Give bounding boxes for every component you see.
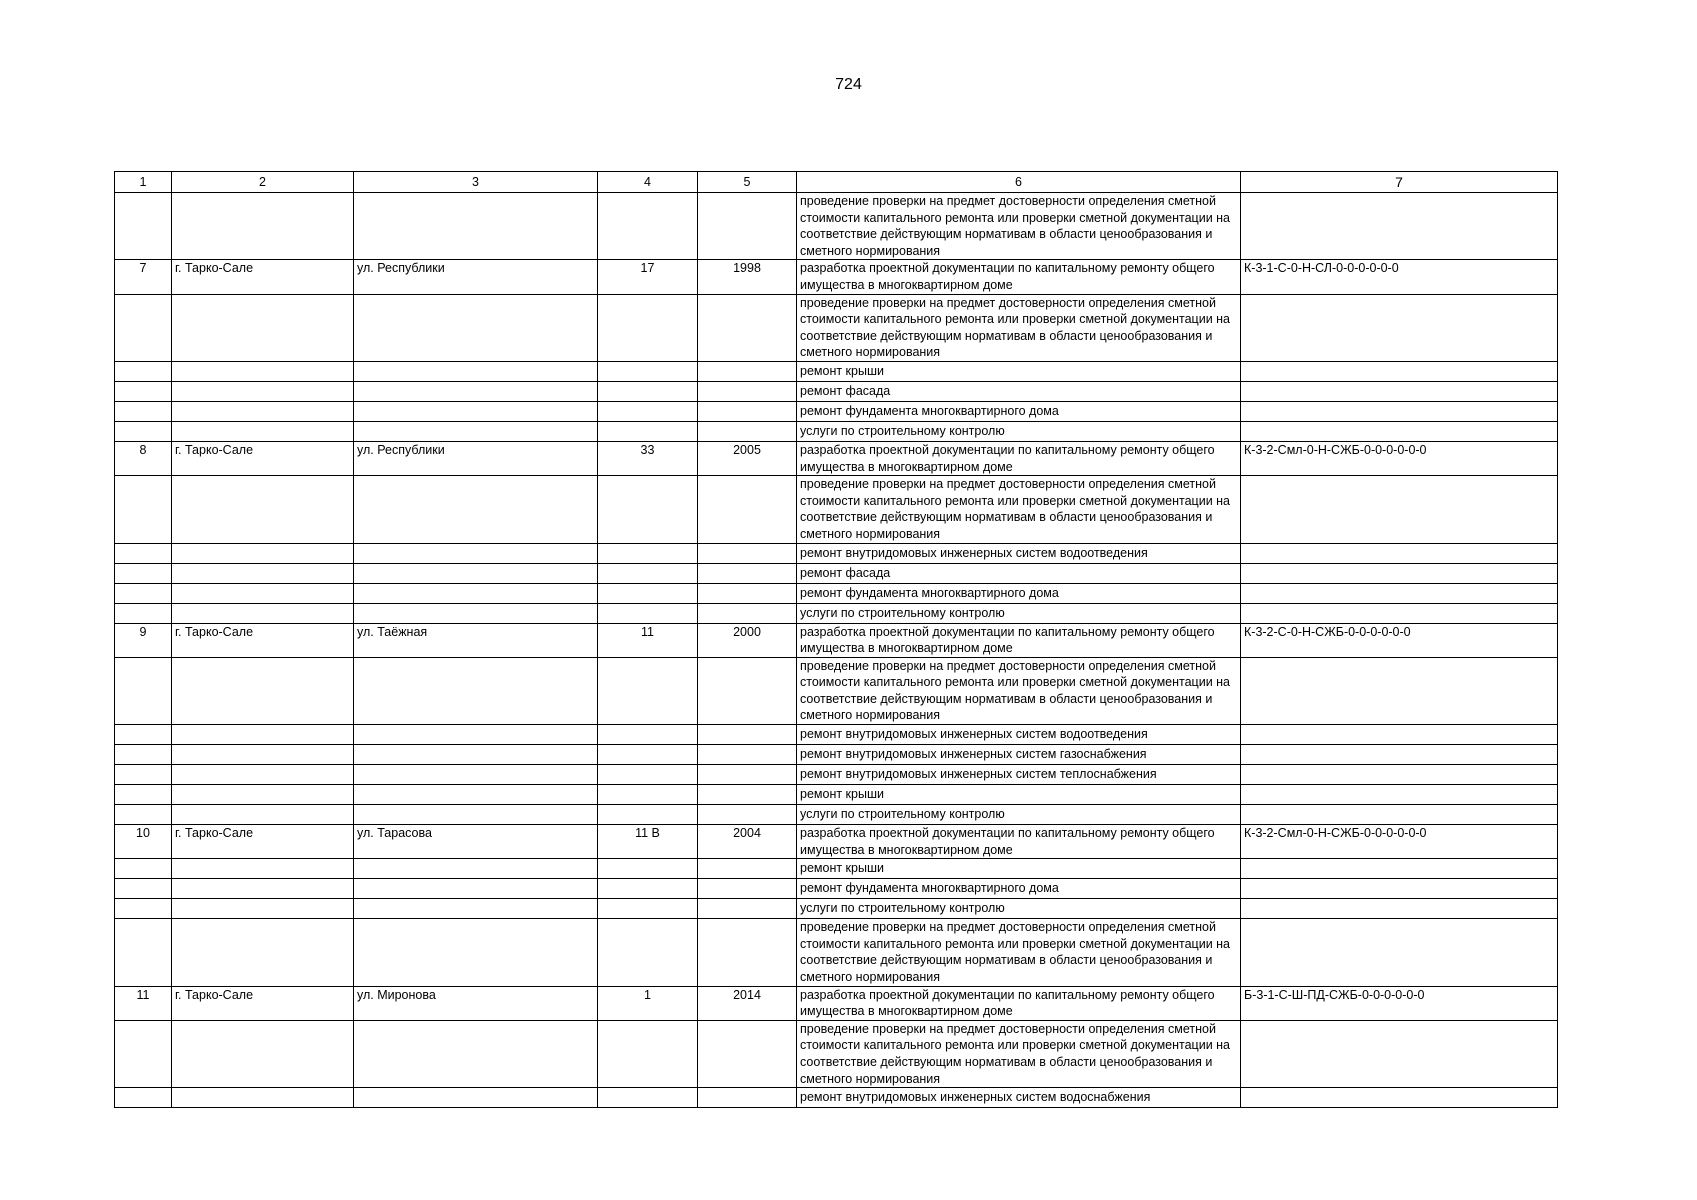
row-number-cell — [115, 381, 172, 401]
house-number-cell: 1 — [598, 986, 698, 1020]
house-number-cell — [598, 294, 698, 361]
street-cell — [354, 603, 598, 623]
register-table — [114, 171, 1558, 1108]
work-type-cell: ремонт фасада — [797, 381, 1241, 401]
table-row — [115, 476, 1558, 543]
column-header-6: 6 — [797, 172, 1241, 193]
work-type-cell: ремонт внутридомовых инженерных систем водоотведения — [797, 543, 1241, 563]
building-code-cell: К-3-2-Смл-0-Н-СЖБ-0-0-0-0-0-0 — [1241, 825, 1558, 859]
work-type-cell: проведение проверки на предмет достоверности определения сметной стоимости капитального ремонта или проверки сметной документации на соответствие действующим нормативам в области ценообразования и сметного нормирования — [797, 294, 1241, 361]
city-cell — [172, 294, 354, 361]
work-type-cell: проведение проверки на предмет достоверности определения сметной стоимости капитального ремонта или проверки сметной документации на соответствие действующим нормативам в области ценообразования и сметного нормирования — [797, 476, 1241, 543]
house-number-cell — [598, 381, 698, 401]
city-cell: г. Тарко-Сале — [172, 260, 354, 294]
column-header-5: 5 — [698, 172, 797, 193]
building-code-cell: К-3-2-Смл-0-Н-СЖБ-0-0-0-0-0-0 — [1241, 441, 1558, 475]
row-number-cell — [115, 543, 172, 563]
city-cell — [172, 785, 354, 805]
house-number-cell — [598, 919, 698, 986]
year-cell — [698, 543, 797, 563]
year-cell: 2004 — [698, 825, 797, 859]
work-type-cell: разработка проектной документации по капитальному ремонту общего имущества в многоквартирном доме — [797, 623, 1241, 657]
table-row — [115, 1020, 1558, 1087]
city-cell — [172, 563, 354, 583]
work-type-cell: ремонт фундамента многоквартирного дома — [797, 583, 1241, 603]
row-number-cell — [115, 193, 172, 260]
house-number-cell — [598, 765, 698, 785]
table-row — [115, 765, 1558, 785]
work-type-cell: ремонт внутридомовых инженерных систем водоснабжения — [797, 1088, 1241, 1108]
city-cell: г. Тарко-Сале — [172, 986, 354, 1020]
row-number-cell — [115, 401, 172, 421]
building-code-cell — [1241, 543, 1558, 563]
table-row — [115, 899, 1558, 919]
city-cell — [172, 745, 354, 765]
work-type-cell: проведение проверки на предмет достоверности определения сметной стоимости капитального ремонта или проверки сметной документации на соответствие действующим нормативам в области ценообразования и сметного нормирования — [797, 657, 1241, 724]
work-type-cell: услуги по строительному контролю — [797, 805, 1241, 825]
street-cell — [354, 543, 598, 563]
table-row — [115, 623, 1558, 657]
year-cell — [698, 919, 797, 986]
building-code-cell — [1241, 421, 1558, 441]
city-cell — [172, 725, 354, 745]
house-number-cell — [598, 1020, 698, 1087]
building-code-cell — [1241, 381, 1558, 401]
table-row — [115, 986, 1558, 1020]
row-number-cell — [115, 476, 172, 543]
row-number-cell — [115, 899, 172, 919]
building-code-cell — [1241, 919, 1558, 986]
street-cell — [354, 785, 598, 805]
building-code-cell: Б-3-1-С-Ш-ПД-СЖБ-0-0-0-0-0-0 — [1241, 986, 1558, 1020]
year-cell — [698, 361, 797, 381]
street-cell — [354, 899, 598, 919]
street-cell — [354, 476, 598, 543]
building-code-cell — [1241, 1020, 1558, 1087]
work-type-cell: разработка проектной документации по капитальному ремонту общего имущества в многоквартирном доме — [797, 441, 1241, 475]
house-number-cell — [598, 603, 698, 623]
building-code-cell — [1241, 745, 1558, 765]
city-cell: г. Тарко-Сале — [172, 441, 354, 475]
table-row — [115, 260, 1558, 294]
row-number-cell — [115, 785, 172, 805]
work-type-cell: проведение проверки на предмет достоверности определения сметной стоимости капитального ремонта или проверки сметной документации на соответствие действующим нормативам в области ценообразования и сметного нормирования — [797, 1020, 1241, 1087]
header-row — [115, 172, 1558, 193]
year-cell: 2005 — [698, 441, 797, 475]
street-cell: ул. Миронова — [354, 986, 598, 1020]
city-cell — [172, 361, 354, 381]
building-code-cell: К-3-1-С-0-Н-СЛ-0-0-0-0-0-0 — [1241, 260, 1558, 294]
house-number-cell — [598, 657, 698, 724]
building-code-cell — [1241, 563, 1558, 583]
building-code-cell — [1241, 765, 1558, 785]
row-number-cell — [115, 1088, 172, 1108]
row-number-cell — [115, 805, 172, 825]
street-cell — [354, 657, 598, 724]
table-body — [115, 193, 1558, 1108]
row-number-cell — [115, 603, 172, 623]
house-number-cell — [598, 899, 698, 919]
street-cell — [354, 1088, 598, 1108]
building-code-cell — [1241, 476, 1558, 543]
street-cell — [354, 361, 598, 381]
year-cell: 1998 — [698, 260, 797, 294]
street-cell — [354, 421, 598, 441]
work-type-cell: разработка проектной документации по капитальному ремонту общего имущества в многоквартирном доме — [797, 986, 1241, 1020]
year-cell: 2000 — [698, 623, 797, 657]
table-row — [115, 879, 1558, 899]
year-cell — [698, 476, 797, 543]
city-cell: г. Тарко-Сале — [172, 825, 354, 859]
year-cell — [698, 193, 797, 260]
work-type-cell: проведение проверки на предмет достоверности определения сметной стоимости капитального ремонта или проверки сметной документации на соответствие действующим нормативам в области ценообразования и сметного нормирования — [797, 193, 1241, 260]
house-number-cell — [598, 805, 698, 825]
city-cell — [172, 1088, 354, 1108]
column-header-4: 4 — [598, 172, 698, 193]
year-cell — [698, 879, 797, 899]
year-cell — [698, 765, 797, 785]
building-code-cell — [1241, 583, 1558, 603]
house-number-cell — [598, 421, 698, 441]
row-number-cell — [115, 421, 172, 441]
city-cell — [172, 765, 354, 785]
city-cell — [172, 193, 354, 260]
column-header-1: 1 — [115, 172, 172, 193]
city-cell — [172, 421, 354, 441]
row-number-cell: 10 — [115, 825, 172, 859]
house-number-cell — [598, 1088, 698, 1108]
street-cell — [354, 1020, 598, 1087]
year-cell — [698, 725, 797, 745]
building-code-cell — [1241, 1088, 1558, 1108]
building-code-cell: К-3-2-С-0-Н-СЖБ-0-0-0-0-0-0 — [1241, 623, 1558, 657]
house-number-cell — [598, 563, 698, 583]
street-cell — [354, 879, 598, 899]
table-row — [115, 401, 1558, 421]
city-cell — [172, 543, 354, 563]
year-cell — [698, 785, 797, 805]
row-number-cell — [115, 294, 172, 361]
table-row — [115, 543, 1558, 563]
street-cell: ул. Тарасова — [354, 825, 598, 859]
house-number-cell — [598, 476, 698, 543]
column-header-3: 3 — [354, 172, 598, 193]
work-type-cell: ремонт фундамента многоквартирного дома — [797, 401, 1241, 421]
city-cell — [172, 805, 354, 825]
building-code-cell — [1241, 361, 1558, 381]
street-cell — [354, 294, 598, 361]
year-cell — [698, 859, 797, 879]
year-cell — [698, 745, 797, 765]
table-row — [115, 805, 1558, 825]
year-cell — [698, 563, 797, 583]
work-type-cell: разработка проектной документации по капитальному ремонту общего имущества в многоквартирном доме — [797, 825, 1241, 859]
street-cell — [354, 583, 598, 603]
city-cell — [172, 603, 354, 623]
building-code-cell — [1241, 294, 1558, 361]
table-row — [115, 563, 1558, 583]
work-type-cell: ремонт фундамента многоквартирного дома — [797, 879, 1241, 899]
year-cell: 2014 — [698, 986, 797, 1020]
row-number-cell — [115, 879, 172, 899]
work-type-cell: ремонт крыши — [797, 361, 1241, 381]
row-number-cell: 8 — [115, 441, 172, 475]
year-cell — [698, 421, 797, 441]
street-cell — [354, 919, 598, 986]
house-number-cell: 11 В — [598, 825, 698, 859]
year-cell — [698, 899, 797, 919]
table-row — [115, 294, 1558, 361]
work-type-cell: ремонт внутридомовых инженерных систем теплоснабжения — [797, 765, 1241, 785]
row-number-cell: 9 — [115, 623, 172, 657]
house-number-cell — [598, 401, 698, 421]
building-code-cell — [1241, 785, 1558, 805]
year-cell — [698, 583, 797, 603]
street-cell — [354, 805, 598, 825]
row-number-cell — [115, 1020, 172, 1087]
table-row — [115, 583, 1558, 603]
house-number-cell — [598, 543, 698, 563]
house-number-cell — [598, 859, 698, 879]
row-number-cell: 7 — [115, 260, 172, 294]
table-row — [115, 421, 1558, 441]
year-cell — [698, 294, 797, 361]
city-cell — [172, 583, 354, 603]
year-cell — [698, 1088, 797, 1108]
table-row — [115, 1088, 1558, 1108]
street-cell: ул. Таёжная — [354, 623, 598, 657]
work-type-cell: ремонт крыши — [797, 859, 1241, 879]
column-header-7: 7 — [1241, 172, 1558, 193]
city-cell — [172, 1020, 354, 1087]
table-row — [115, 919, 1558, 986]
page-number: 724 — [835, 76, 862, 93]
work-type-cell: проведение проверки на предмет достоверности определения сметной стоимости капитального ремонта или проверки сметной документации на соответствие действующим нормативам в области ценообразования и сметного нормирования — [797, 919, 1241, 986]
row-number-cell — [115, 745, 172, 765]
house-number-cell: 33 — [598, 441, 698, 475]
building-code-cell — [1241, 193, 1558, 260]
city-cell — [172, 476, 354, 543]
row-number-cell — [115, 765, 172, 785]
work-type-cell: услуги по строительному контролю — [797, 899, 1241, 919]
house-number-cell — [598, 725, 698, 745]
house-number-cell — [598, 745, 698, 765]
city-cell — [172, 879, 354, 899]
street-cell — [354, 745, 598, 765]
row-number-cell — [115, 859, 172, 879]
street-cell: ул. Республики — [354, 260, 598, 294]
street-cell — [354, 725, 598, 745]
year-cell — [698, 1020, 797, 1087]
street-cell — [354, 563, 598, 583]
building-code-cell — [1241, 657, 1558, 724]
street-cell — [354, 765, 598, 785]
city-cell — [172, 919, 354, 986]
building-code-cell — [1241, 899, 1558, 919]
street-cell — [354, 859, 598, 879]
street-cell: ул. Республики — [354, 441, 598, 475]
table-row — [115, 825, 1558, 859]
work-type-cell: ремонт фасада — [797, 563, 1241, 583]
work-type-cell: ремонт крыши — [797, 785, 1241, 805]
house-number-cell — [598, 879, 698, 899]
table-row — [115, 725, 1558, 745]
work-type-cell: ремонт внутридомовых инженерных систем газоснабжения — [797, 745, 1241, 765]
building-code-cell — [1241, 603, 1558, 623]
city-cell — [172, 859, 354, 879]
table-row — [115, 785, 1558, 805]
house-number-cell — [598, 785, 698, 805]
table-row — [115, 859, 1558, 879]
city-cell — [172, 381, 354, 401]
row-number-cell — [115, 919, 172, 986]
house-number-cell: 17 — [598, 260, 698, 294]
row-number-cell — [115, 725, 172, 745]
work-type-cell: разработка проектной документации по капитальному ремонту общего имущества в многоквартирном доме — [797, 260, 1241, 294]
year-cell — [698, 805, 797, 825]
city-cell: г. Тарко-Сале — [172, 623, 354, 657]
city-cell — [172, 657, 354, 724]
year-cell — [698, 657, 797, 724]
table-row — [115, 657, 1558, 724]
table-row — [115, 361, 1558, 381]
column-header-2: 2 — [172, 172, 354, 193]
row-number-cell — [115, 361, 172, 381]
street-cell — [354, 401, 598, 421]
house-number-cell — [598, 193, 698, 260]
street-cell — [354, 193, 598, 260]
table-row — [115, 745, 1558, 765]
street-cell — [354, 381, 598, 401]
row-number-cell — [115, 657, 172, 724]
table-row — [115, 381, 1558, 401]
work-type-cell: услуги по строительному контролю — [797, 421, 1241, 441]
building-code-cell — [1241, 401, 1558, 421]
table-row — [115, 441, 1558, 475]
row-number-cell — [115, 583, 172, 603]
year-cell — [698, 381, 797, 401]
row-number-cell — [115, 563, 172, 583]
house-number-cell — [598, 583, 698, 603]
table-row — [115, 603, 1558, 623]
building-code-cell — [1241, 725, 1558, 745]
building-code-cell — [1241, 859, 1558, 879]
table-row — [115, 193, 1558, 260]
city-cell — [172, 899, 354, 919]
building-code-cell — [1241, 879, 1558, 899]
building-code-cell — [1241, 805, 1558, 825]
row-number-cell: 11 — [115, 986, 172, 1020]
work-type-cell: услуги по строительному контролю — [797, 603, 1241, 623]
year-cell — [698, 603, 797, 623]
work-type-cell: ремонт внутридомовых инженерных систем водоотведения — [797, 725, 1241, 745]
house-number-cell — [598, 361, 698, 381]
house-number-cell: 11 — [598, 623, 698, 657]
year-cell — [698, 401, 797, 421]
city-cell — [172, 401, 354, 421]
